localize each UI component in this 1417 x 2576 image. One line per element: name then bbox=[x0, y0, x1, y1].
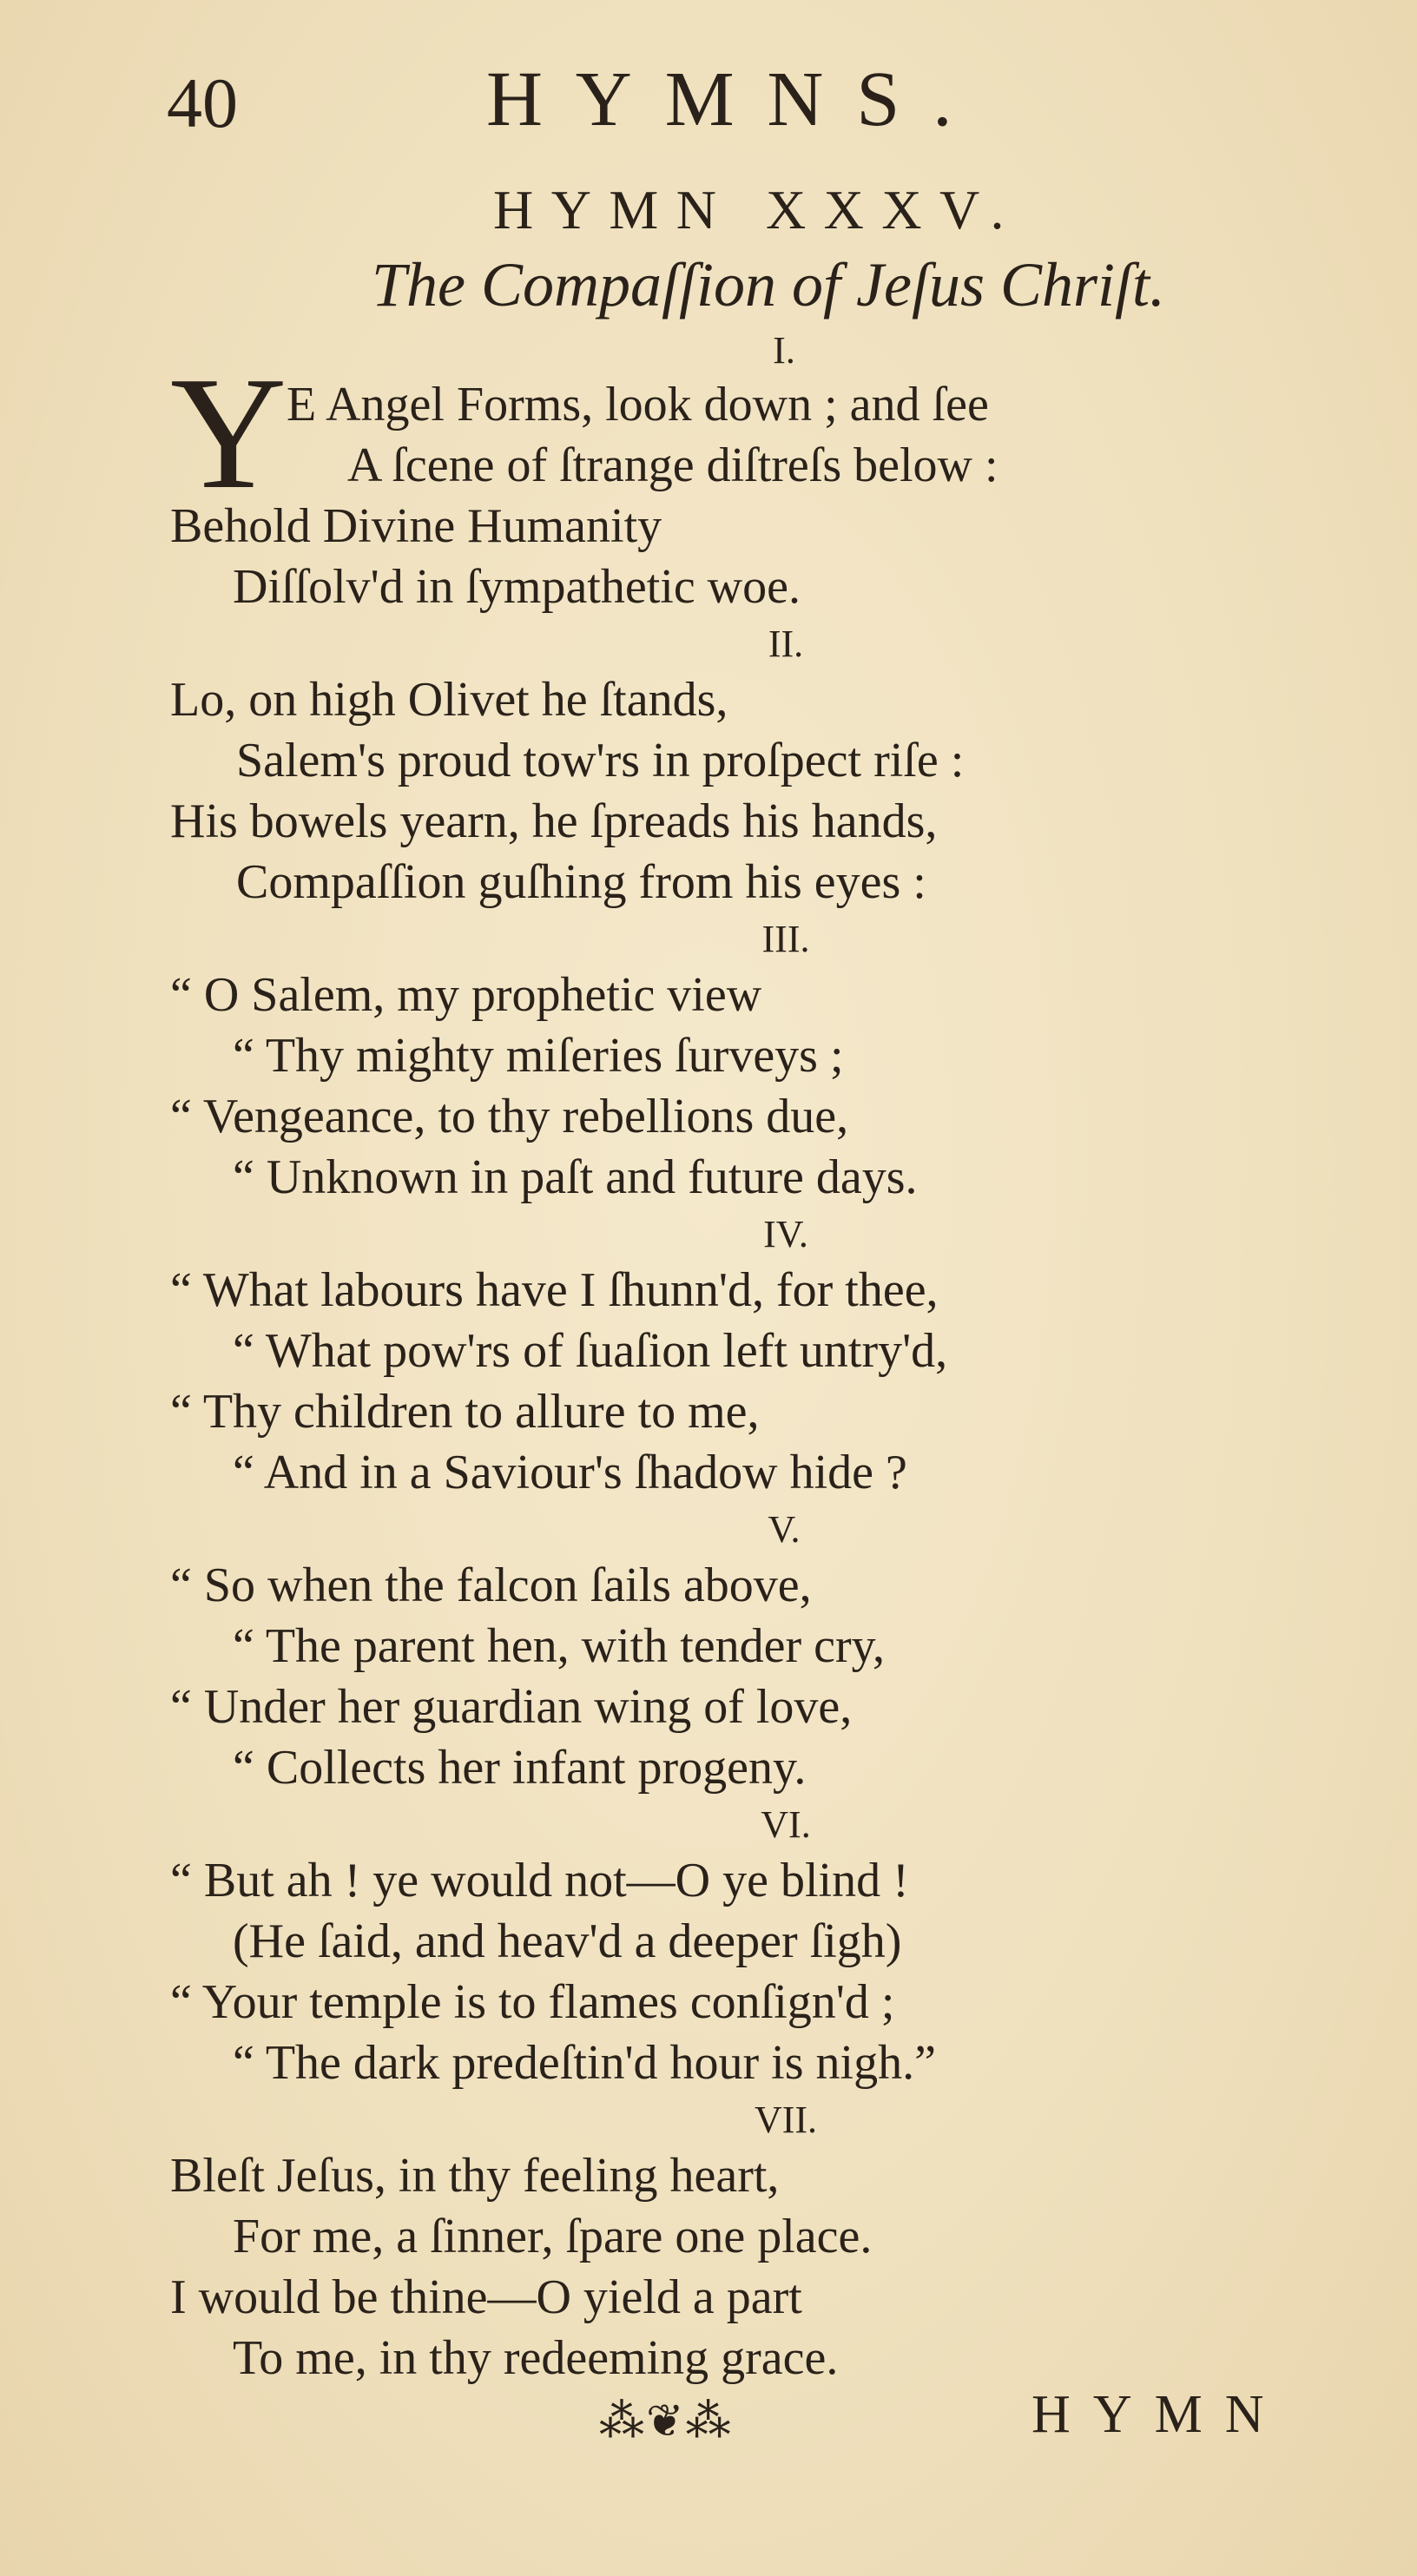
verse-line: “ Thy mighty miſeries ſurveys ; bbox=[233, 1029, 844, 1083]
verse-line: For me, a ſinner, ſpare one place. bbox=[233, 2210, 873, 2263]
stanza-number: VI. bbox=[761, 1803, 811, 1846]
verse-line: “ Collects her infant progeny. bbox=[233, 1741, 807, 1795]
catchword: HYMN bbox=[1031, 2385, 1287, 2444]
page-number: 40 bbox=[167, 63, 238, 142]
stanza-number: I. bbox=[773, 329, 795, 372]
verse-line: Behold Divine Humanity bbox=[170, 499, 662, 553]
verse-line: Bleſt Jeſus, in thy feeling heart, bbox=[170, 2149, 780, 2203]
stanza-number: II. bbox=[768, 623, 804, 665]
verse-line: Salem's proud tow'rs in proſpect riſe : bbox=[236, 734, 965, 787]
drop-cap: Y bbox=[170, 344, 287, 523]
verse-line: “ Unknown in paſt and future days. bbox=[233, 1150, 918, 1204]
verse-line: Lo, on high Olivet he ſtands, bbox=[170, 673, 728, 727]
running-head: HYMNS. bbox=[486, 56, 985, 142]
verse-line: “ But ah ! ye would not—O ye blind ! bbox=[170, 1854, 909, 1907]
verse-line: “ Your temple is to flames conſign'd ; bbox=[170, 1975, 895, 2029]
verse-line: A ſcene of ſtrange diſtreſs below : bbox=[347, 438, 998, 492]
verse-line: “ The parent hen, with tender cry, bbox=[233, 1619, 886, 1673]
printers-ornament: ⁂❦⁂ bbox=[599, 2397, 733, 2447]
verse-line: “ Under her guardian wing of love, bbox=[170, 1680, 853, 1734]
verse-line: “ So when the falcon ſails above, bbox=[170, 1558, 812, 1612]
verse-line: His bowels yearn, he ſpreads his hands, bbox=[170, 794, 938, 848]
stanza-number: IV. bbox=[763, 1213, 808, 1255]
stanza-number: III. bbox=[761, 918, 810, 960]
hymn-title: HYMN XXXV. bbox=[493, 179, 1022, 240]
verse-line: “ The dark predeſtin'd hour is nigh.” bbox=[233, 2036, 936, 2090]
verse-line: “ Thy children to allure to me, bbox=[170, 1385, 760, 1439]
verse-line: To me, in thy redeeming grace. bbox=[233, 2331, 839, 2385]
verse-line: Compaſſion guſhing from his eyes : bbox=[236, 855, 926, 909]
verse-line: I would be thine—O yield a part bbox=[170, 2270, 802, 2324]
verse-line: Diſſolv'd in ſympathetic woe. bbox=[233, 560, 801, 614]
verse-line: “ O Salem, my prophetic view bbox=[170, 968, 762, 1022]
hymn-subtitle: The Compaſſion of Jeſus Chriſt. bbox=[372, 250, 1166, 320]
verse-line: “ What labours have I ſhunn'd, for thee, bbox=[170, 1263, 939, 1317]
stanza-number: V. bbox=[768, 1508, 801, 1551]
verse-line: “ Vengeance, to thy rebellions due, bbox=[170, 1090, 849, 1143]
stanza-number: VII. bbox=[754, 2098, 818, 2141]
verse-line: E Angel Forms, look down ; and ſee bbox=[287, 378, 989, 432]
verse-line: “ And in a Saviour's ſhadow hide ? bbox=[233, 1446, 907, 1499]
verse-line: “ What pow'rs of ſuaſion left untry'd, bbox=[233, 1324, 948, 1378]
verse-line: (He ſaid, and heav'd a deeper ſigh) bbox=[233, 1914, 902, 1968]
